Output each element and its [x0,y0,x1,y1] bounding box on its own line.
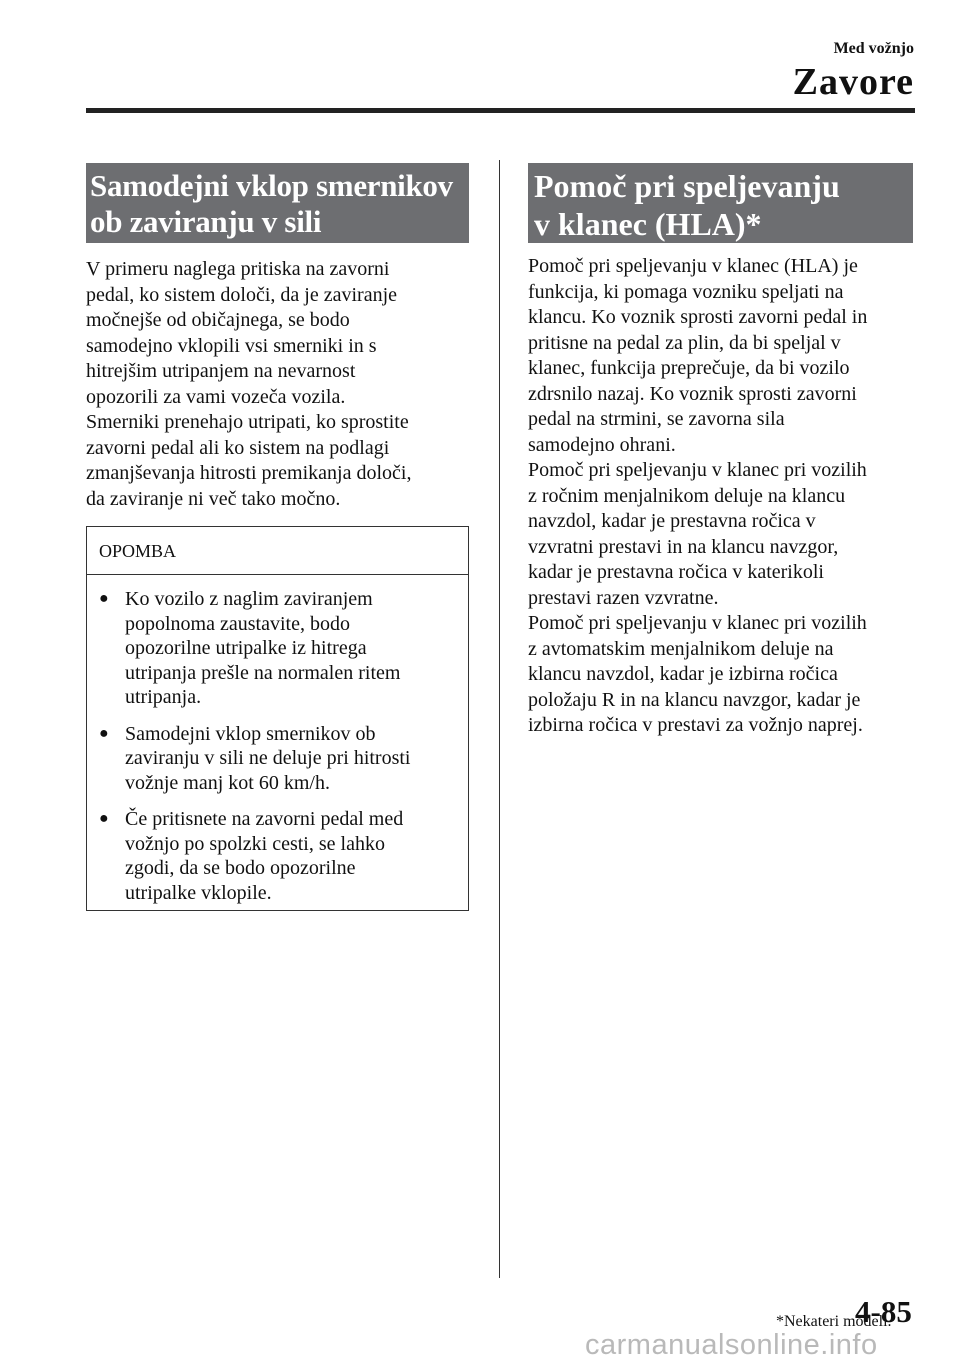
text-line: opozorilne utripalke iz hitrega [125,637,367,659]
chapter-title: Med vožnjo [833,40,914,57]
text-line: funkcija, ki pomaga vozniku speljati na [528,280,844,303]
hill-launch-assist-paragraph [528,254,916,739]
text-line: močnejše od običajnega, se bodo [86,309,350,331]
note-title: OPOMBA [99,541,177,561]
text-line: pedal na strmini, se zavorna sila [528,408,785,430]
text-line: popolnoma zaustavite, bodo [125,612,350,635]
text-line: pedal, ko sistem določi, da je zaviranje [86,283,398,306]
text-line: Smerniki prenehajo utripati, ko sprostite [86,411,409,433]
text-line: izbirna ročica v prestavi za vožnjo naprej. [528,714,863,736]
text-line: vzvratni prestavi in na klancu navzgor, [528,535,839,558]
heading-line: Pomoč pri speljevanju [534,168,840,204]
footnote: *Nekateri modeli. [776,1313,892,1330]
text-line: navzdol, kadar je prestavna ročica v [528,510,816,532]
text-line: utripalke vklopile. [125,881,272,904]
section-title: Zavore [792,61,914,103]
text-line: zgodi, da se bodo opozorilne [125,857,356,879]
text-line: da zaviranje ni več tako močno. [86,487,341,510]
text-line: V primeru naglega pritiska na zavorni [86,258,390,280]
note-item [87,587,468,710]
text-line: zmanjševanja hitrosti premikanja določi, [86,462,412,484]
header-rule [86,108,915,113]
bullet-icon: ● [99,810,109,827]
text-line: klanec, funkcija preprečuje, da bi vozilo [528,357,850,379]
text-line: vožnjo po spolzki cesti, se lahko [125,832,385,855]
note-box [86,526,469,911]
heading-emergency-signal [86,163,469,243]
page-number: 4-85 [855,1294,912,1329]
text-line: klancu. Ko voznik sprosti zavorni pedal in [528,306,868,328]
heading-line: Samodejni vklop smernikov [90,168,453,203]
text-line: z avtomatskim menjalnikom deluje na [528,637,834,660]
text-line: z ročnim menjalnikom deluje na klancu [528,484,846,507]
text-line: pritisne na pedal za plin, da bi speljal v [528,331,841,354]
text-line: kadar je prestavna ročica v katerikoli [528,561,824,583]
bullet-icon: ● [99,724,109,742]
text-line: položaju R in na klancu navzgor, kadar je [528,688,861,711]
text-line: vožnje manj kot 60 km/h. [125,771,330,794]
text-line: samodejno vklopili vsi smerniki in s [86,334,377,357]
text-line: opozorili za vami vozeča vozila. [86,385,346,408]
column-divider [499,160,500,1278]
text-line: utripanja. [125,686,202,708]
heading-line: ob zaviranju v sili [90,204,322,239]
note-list [87,575,468,905]
text-line: Pomoč pri speljevanju v klanec pri vozilih [528,612,867,634]
watermark: carmanualsonline.info [585,1329,878,1361]
heading-hill-launch-assist [528,163,913,243]
text-line: zdrsnilo nazaj. Ko voznik sprosti zavorni [528,382,857,405]
text-line: samodejno ohrani. [528,433,676,456]
text-line: prestavi razen vzvratne. [528,586,719,609]
text-line: Pomoč pri speljevanju v klanec (HLA) je [528,255,858,277]
text-line: Pomoč pri speljevanju v klanec pri vozilih [528,459,867,481]
text-line: zaviranju v sili ne deluje pri hitrosti [125,747,411,769]
text-line: klancu navzdol, kadar je izbirna ročica [528,663,838,685]
text-line: Samodejni vklop smernikov ob [125,722,376,745]
text-line: Ko vozilo z naglim zaviranjem [125,588,373,610]
note-item [87,807,468,905]
emergency-signal-paragraph [86,257,471,512]
text-line: zavorni pedal ali ko sistem na podlagi [86,436,390,459]
text-line: utripanja prešle na normalen ritem [125,661,401,684]
text-line: Če pritisnete na zavorni pedal med [125,808,404,830]
heading-line: v klanec (HLA)* [534,206,762,242]
text-line: hitrejšim utripanjem na nevarnost [86,360,356,382]
note-item [87,722,468,796]
bullet-icon: ● [99,590,109,607]
